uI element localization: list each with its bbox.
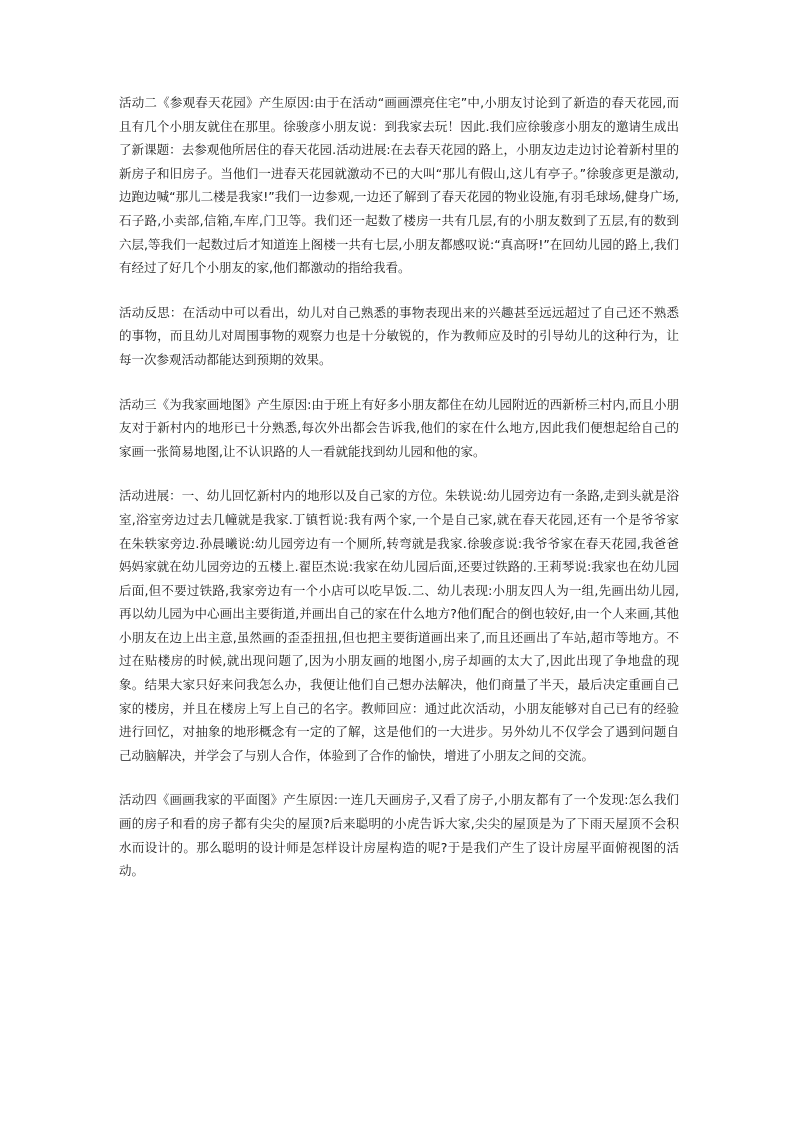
paragraph-activity-two: 活动二《参观春天花园》产生原因:由于在活动“画画漂亮住宅”中,小朋友讨论到了新造的春天花园,而且有几个小朋友就住在那里。徐骏彦小朋友说：到我家去玩！因此.我们应徐骏彦小朋友的邀请生成出了新课题：去参观他所居住的春天花园.活动进展:在去春天花园的路上，小朋友边走边讨论着新村里的新房子和旧房子。当他们一进春天花园就激动不已的大叫“那儿有假山,这儿有亭子。”徐骏彦更是激动,边跑边喊“那儿二楼是我家!”我们一边参观,一边还了解到了春天花园的物业设施,有羽毛球场,健身广场,石子路,小卖部,信箱,车库,门卫等。我们还一起数了楼房一共有几层,有的小朋友数到了五层,有的数到六层,等我们一起数过后才知道连上阁楼一共有七层,小朋友都感叹说:“真高呀!”在回幼儿园的路上,我们有经过了好几个小朋友的家,他们都激动的指给我看。 bbox=[119, 95, 679, 276]
paragraph-activity-four: 活动四《画画我家的平面图》产生原因:一连几天画房子,又看了房子,小朋友都有了一个发现:怎么我们画的房子和看的房子都有尖尖的屋顶?后来聪明的小虎告诉大家,尖尖的屋顶是为了下雨天屋顶不会积水而设计的。那么聪明的设计师是怎样设计房屋构造的呢?于是我们产生了设计房屋平面俯视图的活动。 bbox=[119, 792, 679, 879]
paragraph-progress: 活动进展：一、幼儿回忆新村内的地形以及自己家的方位。朱轶说:幼儿园旁边有一条路,走到头就是浴室,浴室旁边过去几幢就是我家.丁镇哲说:我有两个家,一个是自己家,就在春天花园,还有一个是爷爷家在朱轶家旁边.孙晨曦说:幼儿园旁边有一个厕所,转弯就是我家.徐骏彦说:我爷爷家在春天花园,我爸爸妈妈家就在幼儿园旁边的五楼上.翟臣杰说:我家在幼儿园后面,还要过铁路的.王莉琴说:我家也在幼儿园后面,但不要过铁路,我家旁边有一个小店可以吃早饭.二、幼儿表现:小朋友四人为一组,先画出幼儿园,再以幼儿园为中心画出主要街道,并画出自己的家在什么地方?他们配合的倒也较好,由一个人来画,其他小朋友在边上出主意,虽然画的歪歪扭扭,但也把主要街道画出来了,而且还画出了车站,超市等地方。不过在贴楼房的时候,就出现问题了,因为小朋友画的地图小,房子却画的太大了,因此出现了争地盘的现象。结果大家只好来问我怎么办，我便让他们自己想办法解决，他们商量了半天，最后决定重画自己家的楼房，并且在楼房上写上自己的名字。教师回应：通过此次活动，小朋友能够对自己已有的经验进行回忆，对抽象的地形概念有一定的了解，这是他们的一大进步。另外幼儿不仅学会了遇到问题自己动脑解决，并学会了与别人合作，体验到了合作的愉快，增进了小朋友之间的交流。 bbox=[119, 488, 679, 763]
paragraph-activity-three: 活动三《为我家画地图》产生原因:由于班上有好多小朋友都住在幼儿园附近的西新桥三村内,而且小朋友对于新村内的地形已十分熟悉,每次外出都会告诉我,他们的家在什么地方,因此我们便想起给自己的家画一张简易地图,让不认识路的人一看就能找到幼儿园和他的家。 bbox=[119, 396, 679, 459]
document-page bbox=[119, 91, 679, 904]
paragraph-reflection: 活动反思：在活动中可以看出，幼儿对自己熟悉的事物表现出来的兴趣甚至远远超过了自己还不熟悉的事物，而且幼儿对周围事物的观察力也是十分敏锐的，作为教师应及时的引导幼儿的这种行为，让每一次参观活动都能达到预期的效果。 bbox=[119, 304, 679, 367]
